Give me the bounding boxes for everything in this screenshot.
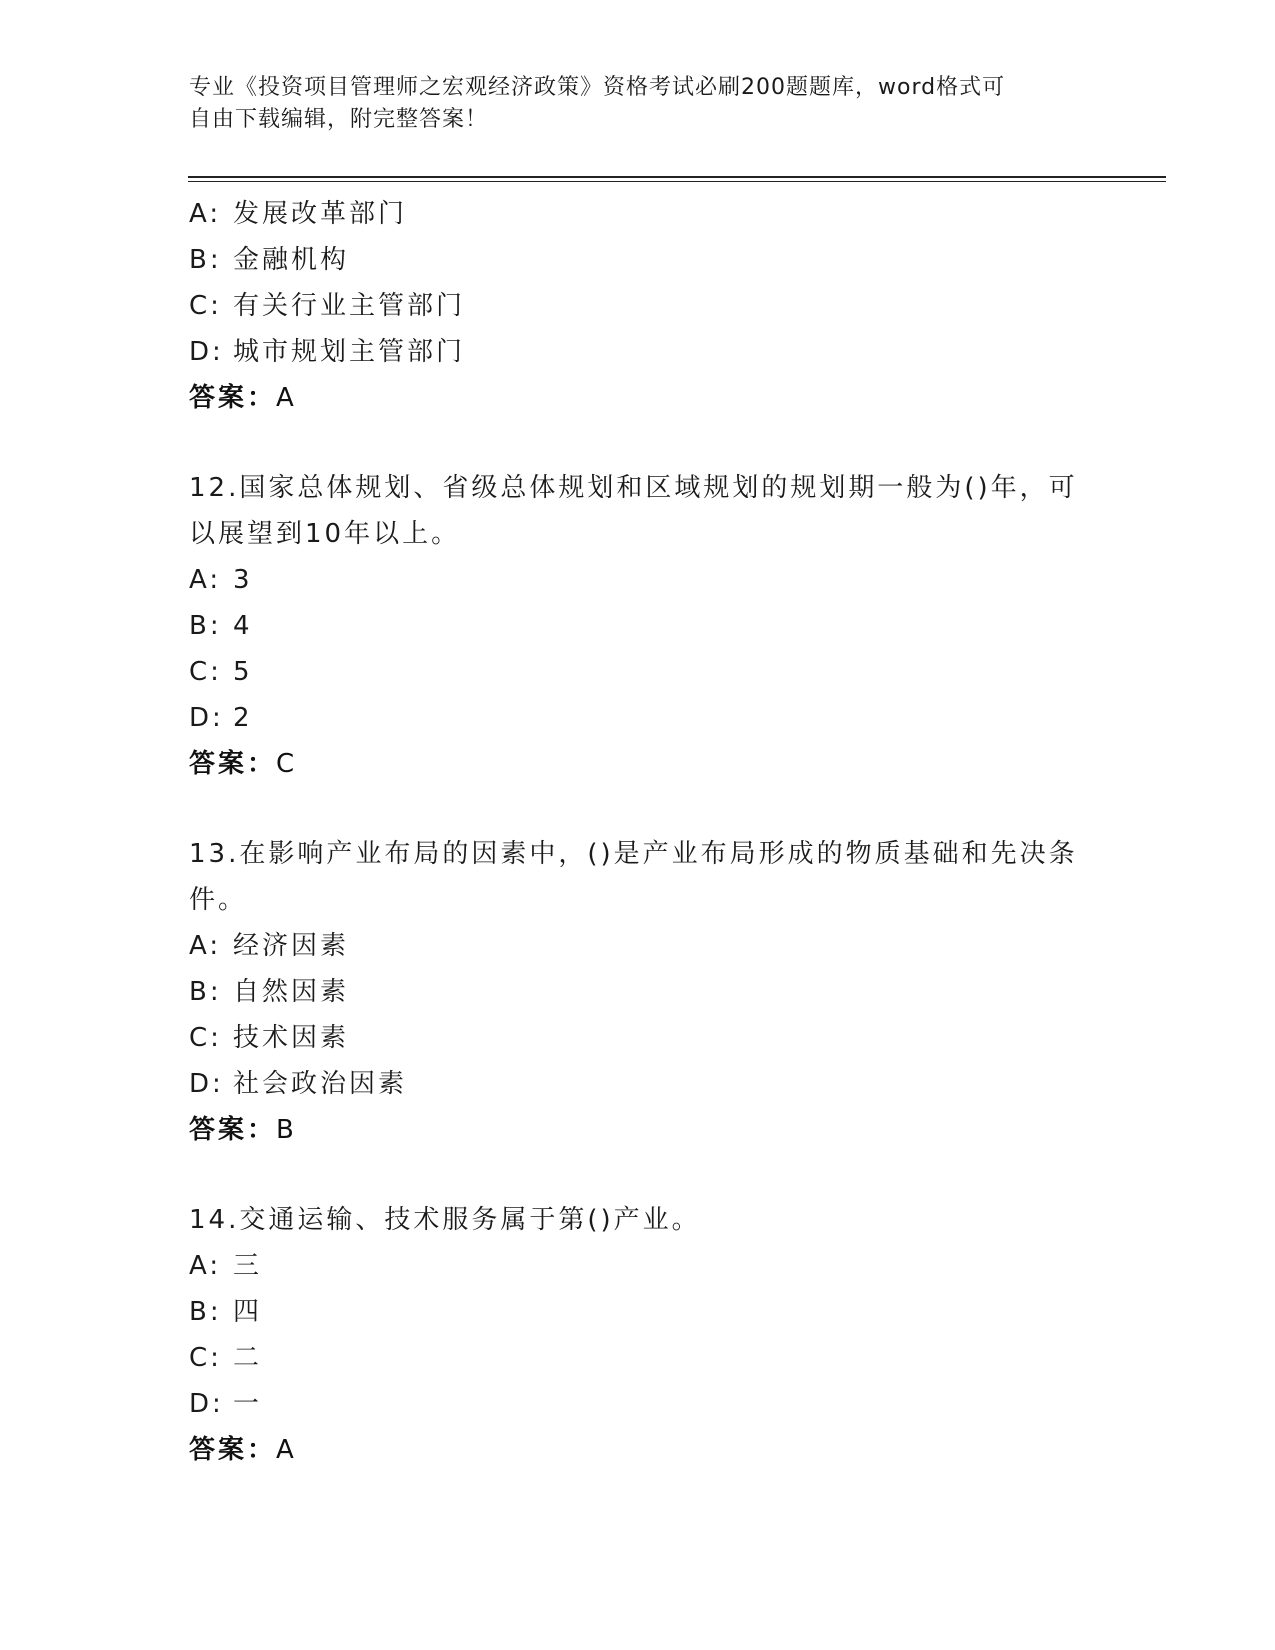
option-c: C: 技术因素: [189, 1023, 350, 1053]
option-c: C: 5: [189, 657, 253, 687]
option-a: A: 3: [189, 565, 253, 595]
option-d: D: 城市规划主管部门: [189, 337, 466, 367]
question-stem-line-1: 13.在影响产业布局的因素中，()是产业布局形成的物质基础和先决条: [189, 839, 1078, 869]
header-divider-thin: [188, 181, 1166, 182]
question-stem-line-1: 12.国家总体规划、省级总体规划和区域规划的规划期一般为()年，可: [189, 473, 1078, 503]
header-line-1: 专业《投资项目管理师之宏观经济政策》资格考试必刷200题题库，word格式可: [189, 75, 1006, 100]
option-b: B: 自然因素: [189, 977, 350, 1007]
question-stem-line-2: 件。: [189, 885, 248, 915]
option-c: C: 有关行业主管部门: [189, 291, 466, 321]
option-a: A: 经济因素: [189, 931, 350, 961]
option-d: D: 社会政治因素: [189, 1069, 408, 1099]
header-line-2: 自由下载编辑，附完整答案！: [189, 107, 489, 132]
option-a: A: 三: [189, 1251, 263, 1281]
document-header: [189, 72, 1069, 136]
answer-line: 答案：B: [189, 1115, 297, 1145]
option-b: B: 金融机构: [189, 245, 350, 275]
answer-line: 答案：A: [189, 1435, 297, 1465]
option-b: B: 四: [189, 1297, 263, 1327]
header-divider-thick: [188, 176, 1166, 178]
answer-line: 答案：A: [189, 383, 297, 413]
option-d: D: 一: [189, 1389, 263, 1419]
question-stem-line-1: 14.交通运输、技术服务属于第()产业。: [189, 1205, 701, 1235]
question-13: [189, 831, 1089, 1153]
question-list: [189, 191, 1089, 1473]
question-11-continued: [189, 191, 1089, 421]
question-14: [189, 1197, 1089, 1473]
option-b: B: 4: [189, 611, 253, 641]
answer-line: 答案：C: [189, 749, 298, 779]
question-stem-line-2: 以展望到10年以上。: [189, 519, 461, 549]
option-d: D: 2: [189, 703, 253, 733]
question-12: [189, 465, 1089, 787]
option-a: A: 发展改革部门: [189, 199, 408, 229]
option-c: C: 二: [189, 1343, 263, 1373]
